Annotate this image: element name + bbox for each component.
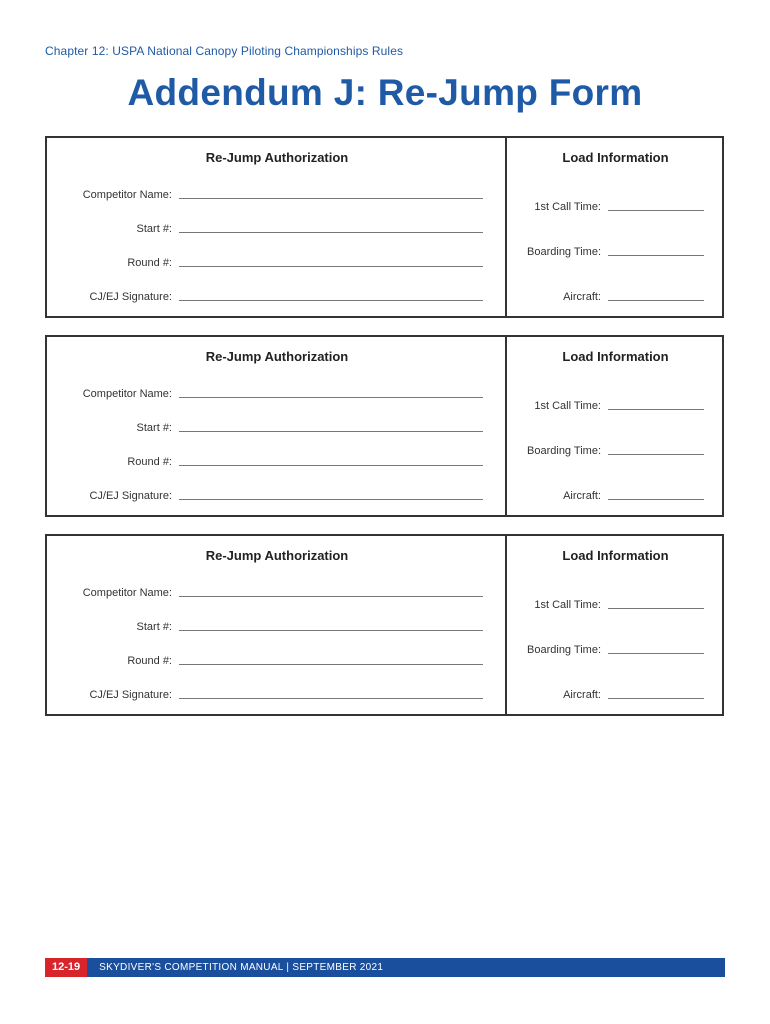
signature-line[interactable] xyxy=(179,698,483,699)
aircraft-field[interactable] xyxy=(507,689,704,701)
aircraft-label: Aircraft: xyxy=(563,689,601,701)
boarding-time-label: Boarding Time: xyxy=(527,246,601,258)
signature-field[interactable] xyxy=(47,490,483,502)
competitor-name-line[interactable] xyxy=(179,198,483,199)
start-field[interactable] xyxy=(47,223,483,235)
call-time-line[interactable] xyxy=(608,210,704,211)
round-field[interactable] xyxy=(47,257,483,269)
page-footer xyxy=(45,958,725,977)
aircraft-line[interactable] xyxy=(608,300,704,301)
competitor-name-line[interactable] xyxy=(179,397,483,398)
call-time-line[interactable] xyxy=(608,409,704,410)
auth-heading: Re-Jump Authorization xyxy=(205,150,349,165)
boarding-time-field[interactable] xyxy=(507,445,704,457)
aircraft-label: Aircraft: xyxy=(563,490,601,502)
start-label: Start #: xyxy=(136,621,172,633)
signature-label: CJ/EJ Signature: xyxy=(89,689,172,701)
start-label: Start #: xyxy=(136,422,172,434)
load-heading: Load Information xyxy=(562,150,669,165)
signature-label: CJ/EJ Signature: xyxy=(89,291,172,303)
round-label: Round #: xyxy=(127,655,172,667)
round-line[interactable] xyxy=(179,664,483,665)
page-number: 12-19 xyxy=(45,958,87,977)
boarding-time-line[interactable] xyxy=(608,454,704,455)
round-label: Round #: xyxy=(127,456,172,468)
call-time-field[interactable] xyxy=(507,599,704,611)
start-line[interactable] xyxy=(179,232,483,233)
start-field[interactable] xyxy=(47,422,483,434)
chapter-heading: Chapter 12: USPA National Canopy Piloting Championships Rules xyxy=(45,44,404,58)
footer-text: SKYDIVER'S COMPETITION MANUAL | SEPTEMBER 2021 xyxy=(99,962,384,973)
call-time-field[interactable] xyxy=(507,400,704,412)
call-time-field[interactable] xyxy=(507,201,704,213)
competitor-name-line[interactable] xyxy=(179,596,483,597)
round-field[interactable] xyxy=(47,456,483,468)
signature-field[interactable] xyxy=(47,689,483,701)
call-time-line[interactable] xyxy=(608,608,704,609)
signature-line[interactable] xyxy=(179,499,483,500)
call-time-label: 1st Call Time: xyxy=(534,599,601,611)
aircraft-label: Aircraft: xyxy=(563,291,601,303)
aircraft-line[interactable] xyxy=(608,698,704,699)
start-line[interactable] xyxy=(179,431,483,432)
competitor-name-field[interactable] xyxy=(47,587,483,599)
start-label: Start #: xyxy=(136,223,172,235)
call-time-label: 1st Call Time: xyxy=(534,201,601,213)
rejump-form-3 xyxy=(45,534,724,716)
boarding-time-field[interactable] xyxy=(507,246,704,258)
page-title: Addendum J: Re-Jump Form xyxy=(127,72,643,113)
start-line[interactable] xyxy=(179,630,483,631)
boarding-time-label: Boarding Time: xyxy=(527,445,601,457)
auth-heading: Re-Jump Authorization xyxy=(205,548,349,563)
round-field[interactable] xyxy=(47,655,483,667)
competitor-name-field[interactable] xyxy=(47,189,483,201)
aircraft-field[interactable] xyxy=(507,291,704,303)
competitor-name-label: Competitor Name: xyxy=(82,587,172,599)
boarding-time-line[interactable] xyxy=(608,653,704,654)
boarding-time-line[interactable] xyxy=(608,255,704,256)
aircraft-line[interactable] xyxy=(608,499,704,500)
load-heading: Load Information xyxy=(562,349,669,364)
call-time-label: 1st Call Time: xyxy=(534,400,601,412)
signature-field[interactable] xyxy=(47,291,483,303)
signature-label: CJ/EJ Signature: xyxy=(89,490,172,502)
competitor-name-label: Competitor Name: xyxy=(82,189,172,201)
boarding-time-label: Boarding Time: xyxy=(527,644,601,656)
round-line[interactable] xyxy=(179,266,483,267)
competitor-name-label: Competitor Name: xyxy=(82,388,172,400)
round-line[interactable] xyxy=(179,465,483,466)
competitor-name-field[interactable] xyxy=(47,388,483,400)
boarding-time-field[interactable] xyxy=(507,644,704,656)
load-heading: Load Information xyxy=(562,548,669,563)
start-field[interactable] xyxy=(47,621,483,633)
signature-line[interactable] xyxy=(179,300,483,301)
rejump-form-2 xyxy=(45,335,724,517)
round-label: Round #: xyxy=(127,257,172,269)
auth-heading: Re-Jump Authorization xyxy=(205,349,349,364)
rejump-form-1 xyxy=(45,136,724,318)
aircraft-field[interactable] xyxy=(507,490,704,502)
